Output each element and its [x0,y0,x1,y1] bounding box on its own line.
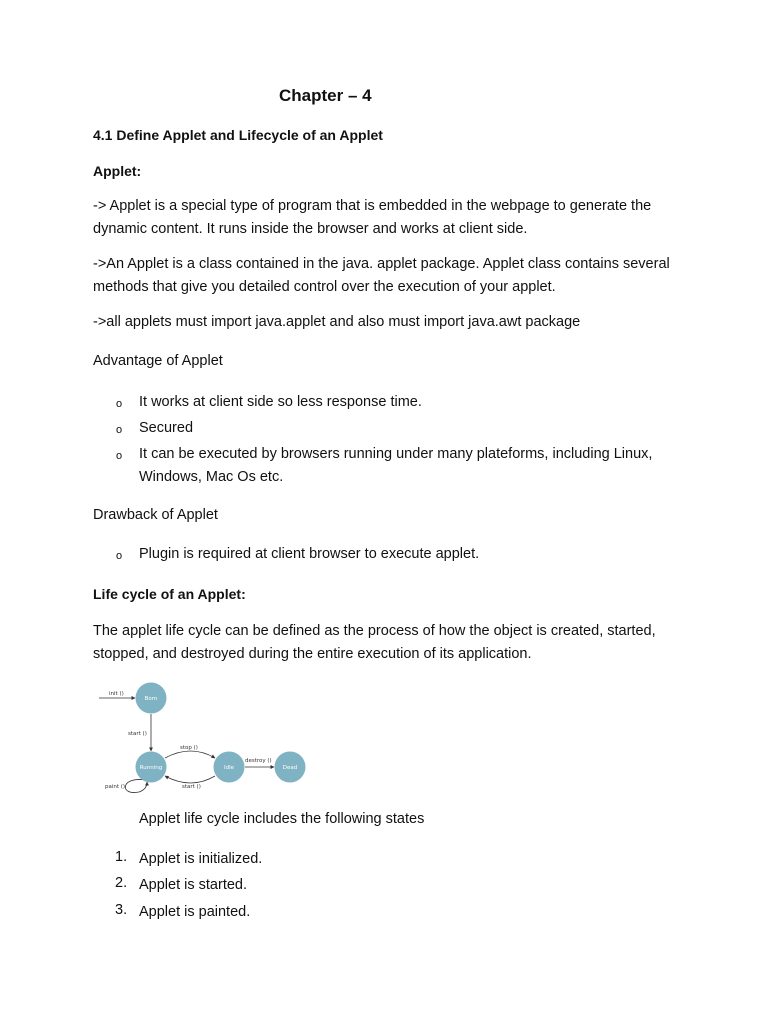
advantage-item-3-line-2: Windows, Mac Os etc. [139,469,284,485]
stop-label: stop () [180,745,198,751]
lifecycle-heading: Life cycle of an Applet: [93,586,246,602]
section-heading: 4.1 Define Applet and Lifecycle of an Applet [93,127,383,143]
advantage-heading: Advantage of Applet [93,353,223,369]
applet-heading: Applet: [93,163,142,179]
bullet-marker: o [116,550,123,562]
states-item-1-number: 1. [115,849,128,865]
stop-arrow [165,751,215,758]
advantage-item-1: It works at client side so less response time. [139,394,422,410]
intro-paragraph-2-line-1: ->An Applet is a class contained in the java. applet package. Applet class contains several [93,256,670,272]
lifecycle-diagram [95,678,315,798]
states-item-3-number: 3. [115,902,128,918]
states-item-3: Applet is painted. [139,904,251,920]
bullet-marker: o [116,398,123,410]
advantage-item-3-line-1: It can be executed by browsers running under many plateforms, including Linux, [139,446,653,462]
lifecycle-paragraph-line-1: The applet life cycle can be defined as the process of how the object is created, started, [93,623,656,639]
intro-paragraph-1-line-1: -> Applet is a special type of program that is embedded in the webpage to generate the [93,198,652,214]
states-intro: Applet life cycle includes the following states [139,811,425,827]
advantage-item-2: Secured [139,420,194,436]
lifecycle-paragraph-line-2: stopped, and destroyed during the entire execution of its application. [93,646,532,662]
drawback-heading: Drawback of Applet [93,507,218,523]
state-label-idle: Idle [223,765,235,771]
states-item-2: Applet is started. [139,877,247,893]
advantage-item-3 [139,443,652,489]
chapter-title: Chapter – 4 [279,86,372,105]
state-label-running: Running [139,765,163,771]
intro-paragraph-3: ->all applets must import java.applet and also must import java.awt package [93,314,581,330]
lifecycle-paragraph [93,620,656,666]
intro-paragraph-2-line-2: methods that give you detailed control over the execution of your applet. [93,279,556,295]
intro-paragraph-1-line-2: dynamic content. It runs inside the browser and works at client side. [93,221,528,237]
destroy-label: destroy () [245,758,272,764]
intro-paragraph-1 [93,195,651,241]
start-label-1: start () [128,731,147,737]
state-label-born: Born [144,696,158,702]
paint-loop [125,779,147,792]
state-label-dead: Dead [282,765,298,771]
states-item-2-number: 2. [115,875,128,891]
start-arrow-back [165,776,215,783]
drawback-item-1: Plugin is required at client browser to execute applet. [139,546,480,562]
init-label: init () [109,691,124,697]
states-item-1: Applet is initialized. [139,851,263,867]
bullet-marker: o [116,424,123,436]
paint-label: paint () [105,784,126,790]
start-label-2: start () [182,784,201,790]
bullet-marker: o [116,450,123,462]
intro-paragraph-2 [93,253,670,299]
